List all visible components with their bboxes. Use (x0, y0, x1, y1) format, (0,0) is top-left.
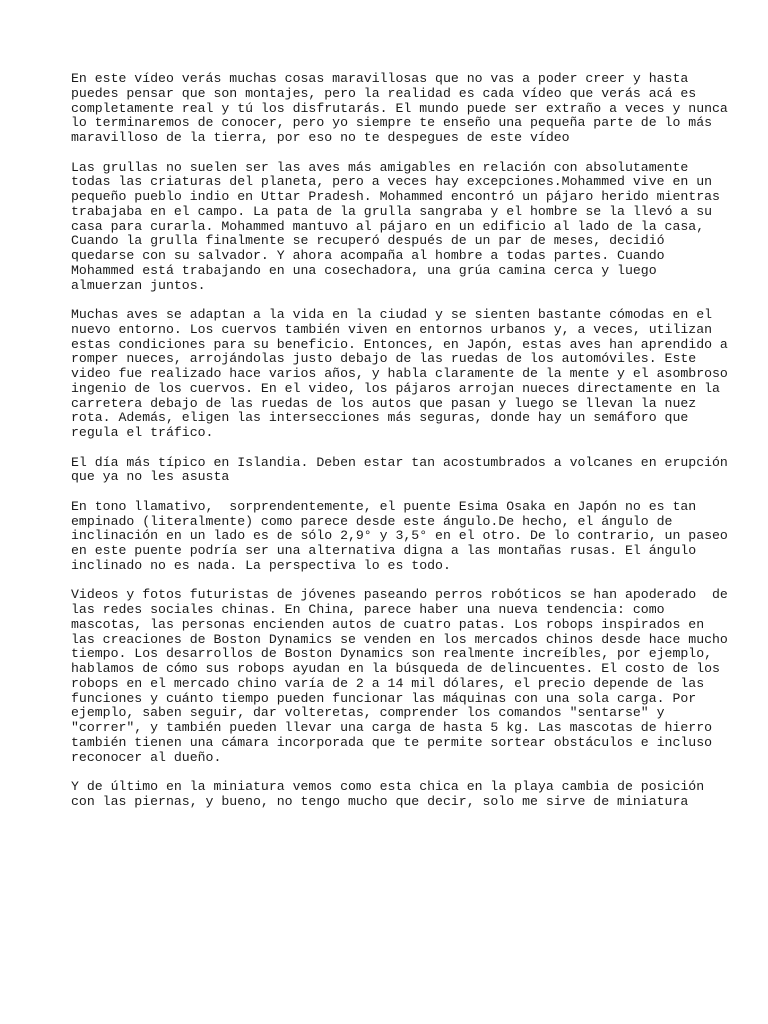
text-line: El día más típico en Islandia. Deben estar tan acostumbrados a volcanes en erupción (71, 454, 728, 470)
paragraph-bridge (71, 498, 728, 574)
text-line: nuevo entorno. Los cuervos también viven en entornos urbanos y, a veces, utilizan (71, 321, 713, 337)
paragraph-thumbnail (71, 780, 711, 810)
text-line: tiempo. Los desarrollos de Boston Dynamics son realmente increíbles, por ejemplo, (71, 646, 713, 662)
text-line: carretera debajo de las ruedas de los autos que pasan y luego se llevan la nuez (71, 395, 697, 411)
text-line: ingenio de los cuervos. En el video, los pájaros arrojan nueces directamente en la (71, 380, 720, 396)
text-line: mascotas, las personas encienden autos de cuatro patas. Los robops inspirados en (71, 616, 705, 632)
text-line: "correr", y también pueden llevar una carga de hasta 5 kg. Las mascotas de hierro (71, 720, 713, 735)
text-line: también tienen una cámara incorporada que te permite sortear obstáculos e incluso (71, 734, 713, 750)
text-line: empinado (literalmente) como parece desde este ángulo.De hecho, el ángulo de (71, 513, 673, 529)
text-line: Las grullas no suelen ser las aves más amigables en relación con absolutamente (71, 159, 689, 175)
text-line: trabajaba en el campo. La pata de la grulla sangraba y el hombre se la llevó a su (71, 203, 713, 219)
text-line: puedes pensar que son montajes, pero la realidad es cada vídeo que verás acá es (71, 85, 697, 101)
text-line: lo terminaremos de conocer, pero yo siempre te enseño una pequeña parte de lo más (71, 115, 713, 131)
text-line: inclinación en un lado es de sólo 2,9° y 3,5° en el otro. De lo contrario, un paseo (71, 528, 728, 544)
text-line: Muchas aves se adaptan a la vida en la ciudad y se sienten bastante cómodas en el (71, 307, 713, 322)
text-line: inclinado no es nada. La perspectiva lo es todo. (71, 557, 451, 573)
text-line: reconocer al dueño. (71, 749, 222, 765)
text-line: almuerzan juntos. (71, 277, 206, 293)
text-line: las redes sociales chinas. En China, parece haber una nueva tendencia: como (71, 602, 665, 617)
text-line: casa para curarla. Mohammed mantuvo al pájaro en un edificio al lado de la casa, (71, 218, 705, 234)
document-page (71, 71, 728, 824)
text-line: En tono llamativo, sorprendentemente, el puente Esima Osaka en Japón no es tan (71, 498, 697, 514)
paragraph-intro (71, 71, 728, 146)
text-line: Videos y fotos futuristas de jóvenes paseando perros robóticos se han apoderado de (71, 587, 728, 603)
text-line: las creaciones de Boston Dynamics se venden en los mercados chinos desde hace mucho (71, 631, 728, 647)
text-line: estas condiciones para su beneficio. Entonces, en Japón, estas aves han aprendido a (71, 336, 728, 352)
text-line: En este vídeo verás muchas cosas maravillosas que no vas a poder creer y hasta (71, 71, 689, 86)
text-line: rota. Además, eligen las intersecciones más seguras, donde hay un semáforo que (71, 410, 689, 426)
text-line: regula el tráfico. (71, 425, 214, 440)
paragraph-crows (71, 307, 728, 441)
text-line: romper nueces, arrojándolas justo debajo de las ruedas de los automóviles. Este (71, 351, 697, 367)
text-line: todas las criaturas del planeta, pero a veces hay excepciones.Mohammed vive en un (71, 174, 713, 190)
text-line: hablamos de cómo sus robops ayudan en la búsqueda de delincuentes. El costo de los (71, 661, 720, 676)
text-line: quedarse con su salvador. Y ahora acompaña al hombre a todas partes. Cuando (71, 248, 665, 263)
text-line: con las piernas, y bueno, no tengo mucho que decir, solo me sirve de miniatura (71, 793, 689, 809)
text-line: ejemplo, saben seguir, dar volteretas, comprender los comandos "sentarse" y (71, 705, 665, 721)
text-line: robops en el mercado chino varía de 2 a 14 mil dólares, el precio depende de las (71, 675, 705, 691)
text-line: maravilloso de la tierra, por eso no te despegues de este vídeo (71, 130, 570, 145)
paragraph-iceland (71, 454, 728, 486)
paragraph-cranes (71, 159, 720, 294)
text-line: pequeño pueblo indio en Uttar Pradesh. Mohammed encontró un pájaro herido mientras (71, 189, 720, 204)
text-line: funciones y cuánto tiempo pueden funcionar las máquinas con una sola carga. Por (71, 690, 697, 706)
text-line: que ya no les asusta (71, 469, 230, 485)
text-line: en este puente podría ser una alternativa digna a las montañas rusas. El ángulo (71, 543, 697, 558)
text-line: video fue realizado hace varios años, y habla claramente de la mente y el asombroso (71, 366, 728, 381)
text-line: completamente real y tú los disfrutarás. El mundo puede ser extraño a veces y nunca (71, 100, 728, 116)
text-line: Y de último en la miniatura vemos como esta chica en la playa cambia de posición (71, 779, 705, 794)
paragraph-robot-dogs (71, 587, 728, 765)
text-line: Mohammed está trabajando en una cosechadora, una grúa camina cerca y luego (71, 262, 657, 278)
text-line: Cuando la grulla finalmente se recuperó después de un par de meses, decidió (71, 233, 665, 249)
